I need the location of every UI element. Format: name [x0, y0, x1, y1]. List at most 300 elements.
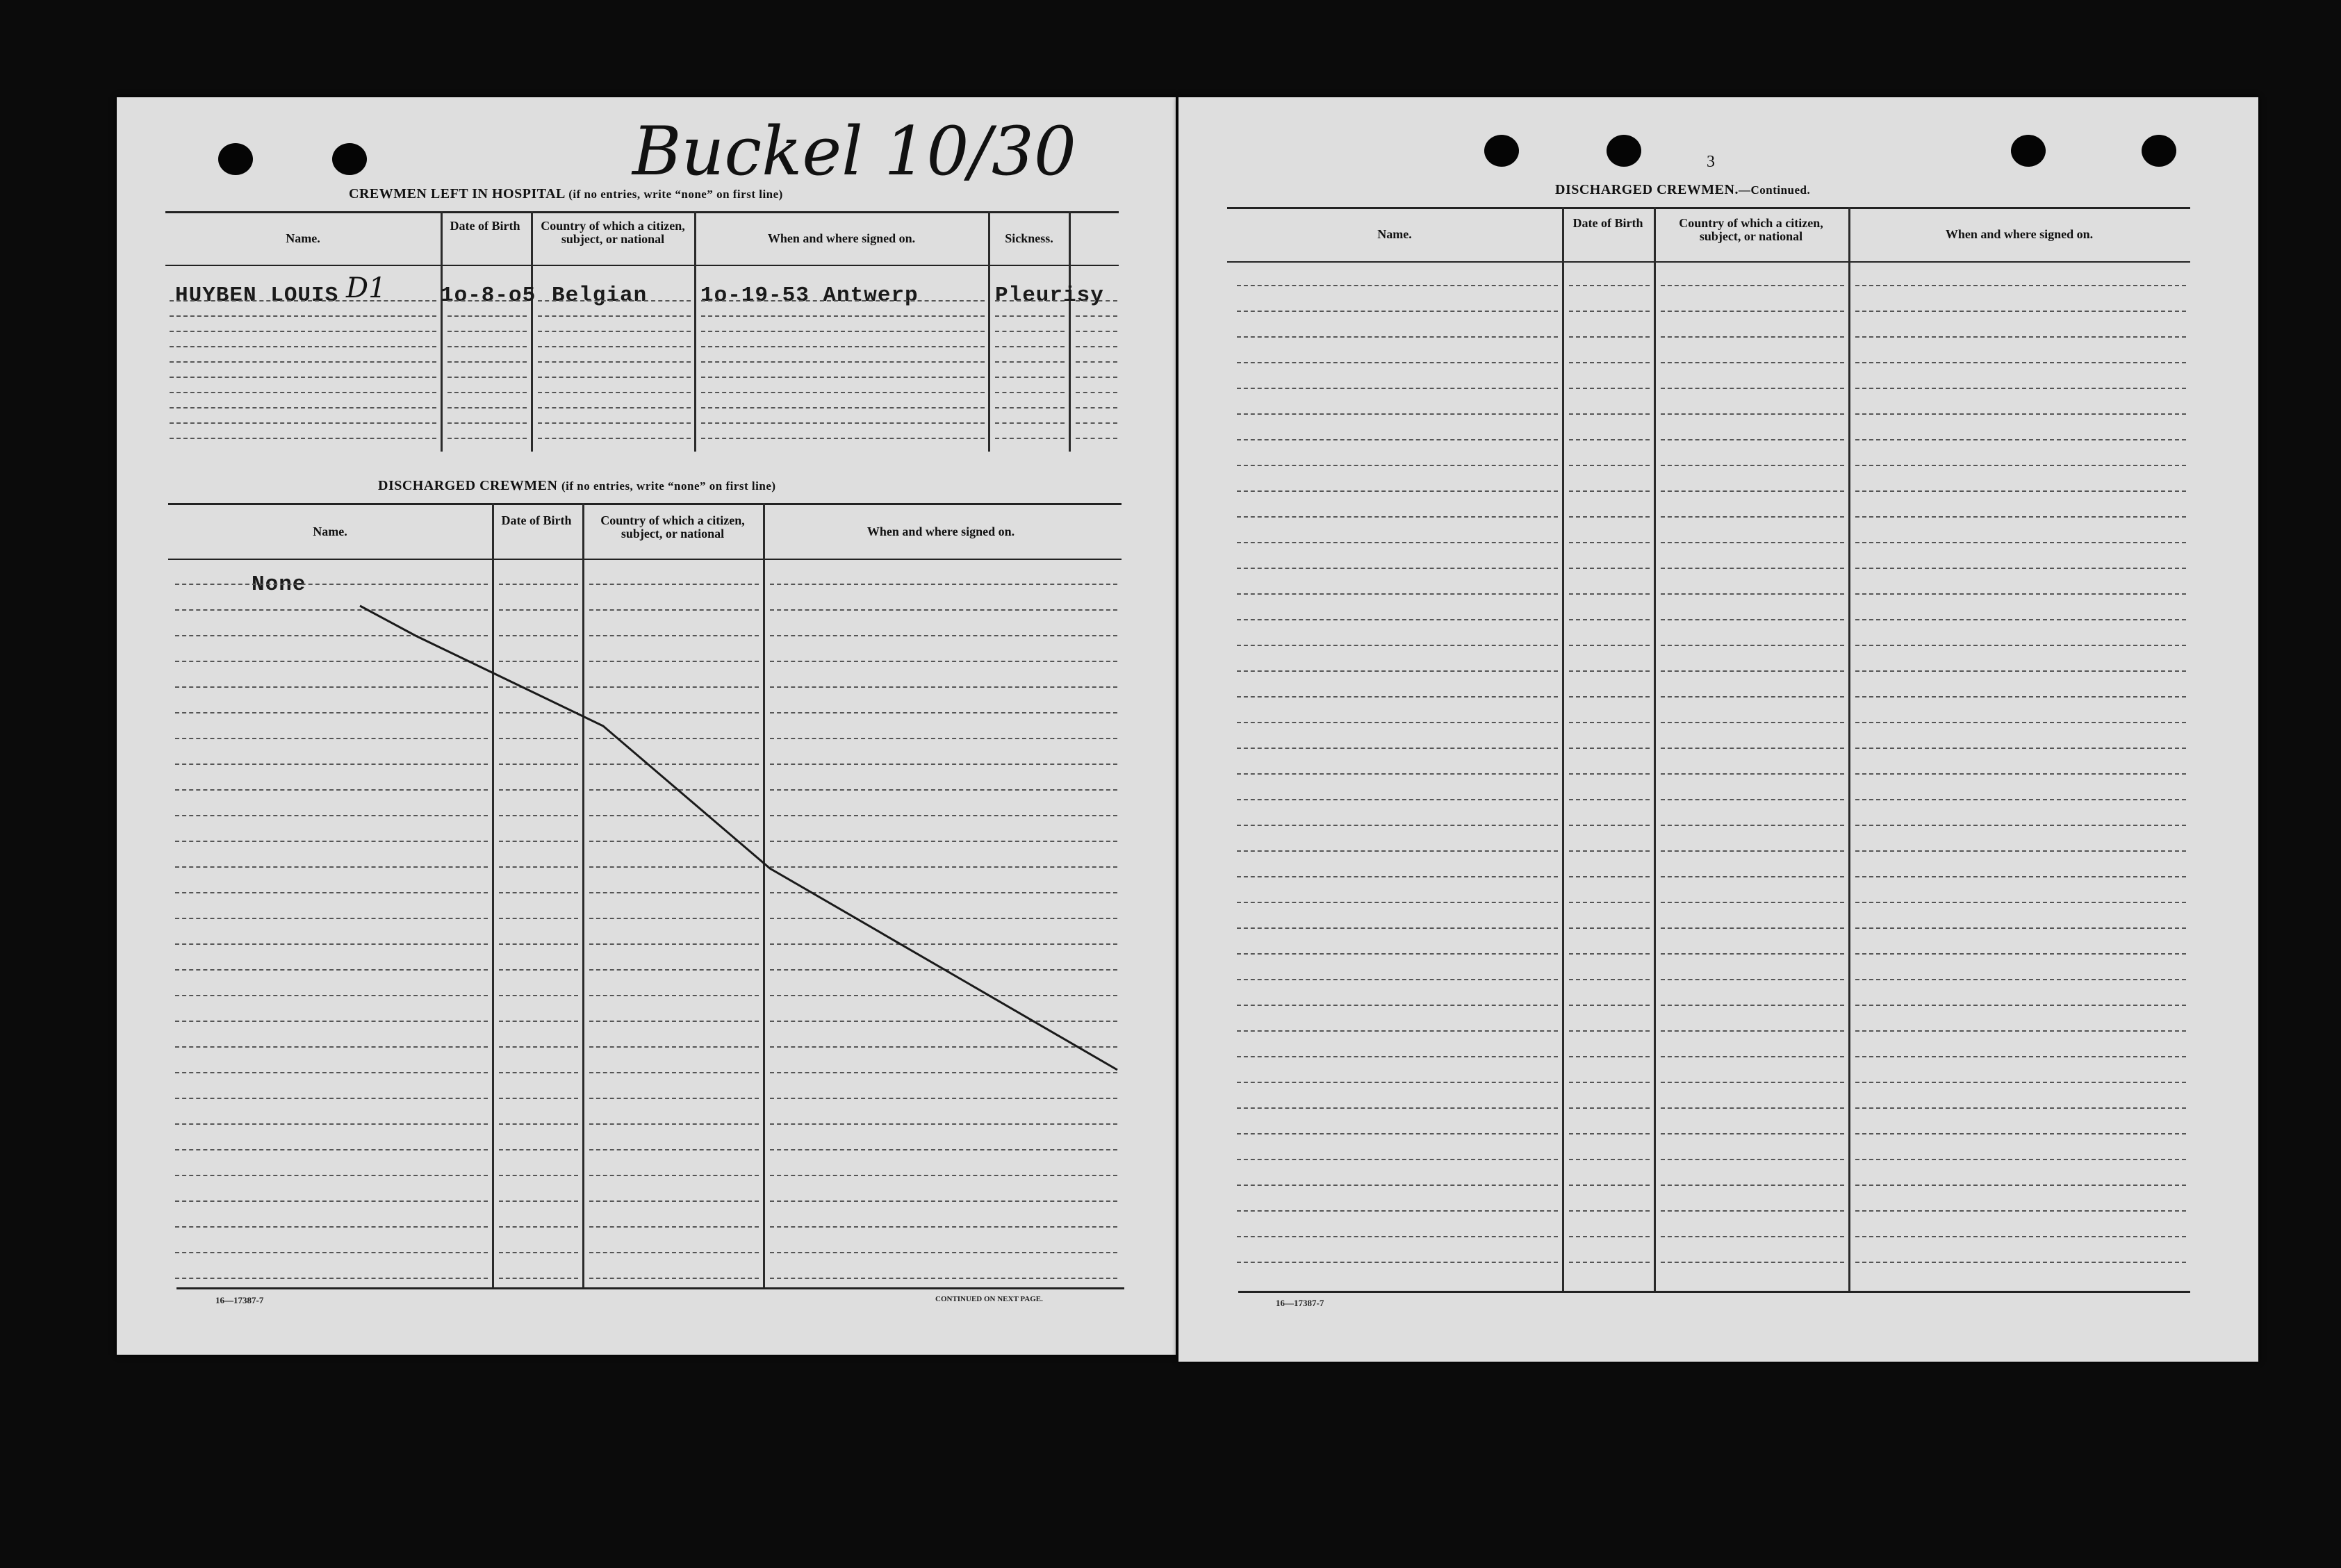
entry-line [538, 361, 691, 363]
entry-line [1076, 361, 1117, 363]
column-divider [531, 211, 533, 452]
entry-line [1569, 953, 1650, 955]
entry-line [447, 377, 527, 378]
entry-line [499, 686, 578, 688]
entry-line [1076, 315, 1117, 317]
entry-line [499, 738, 578, 739]
entry-line [447, 315, 527, 317]
entry-line [1661, 413, 1844, 415]
entry-line [1237, 670, 1558, 672]
entry-line [1237, 1133, 1558, 1134]
entry-line [499, 892, 578, 893]
entry-line [701, 346, 985, 347]
entry-line [1569, 1236, 1650, 1237]
entry-line [1661, 1056, 1844, 1057]
entry-line [175, 584, 488, 585]
entry-line [1661, 362, 1844, 363]
entry-line [1855, 1056, 2186, 1057]
entry-line [1237, 362, 1558, 363]
entry-line [1237, 1005, 1558, 1006]
entry-line [1855, 311, 2186, 312]
entry-line [1661, 979, 1844, 980]
column-divider [1562, 207, 1564, 1292]
entry-line [1237, 413, 1558, 415]
entry-line [447, 422, 527, 424]
entry-line [770, 995, 1117, 996]
entry-line [1237, 311, 1558, 312]
entry-line [499, 764, 578, 765]
entry-line [499, 841, 578, 842]
entry-line [1237, 876, 1558, 877]
entry-line [770, 1021, 1117, 1022]
entry-line [1855, 490, 2186, 492]
entry-line [175, 609, 488, 611]
entry-line [995, 361, 1065, 363]
table-header-rule [1227, 261, 2190, 263]
entry-line [770, 815, 1117, 816]
entry-line [1855, 927, 2186, 929]
entry-line [447, 346, 527, 347]
entry-line [1237, 388, 1558, 389]
column-header-sickness: Sickness. [1005, 231, 1053, 245]
entry-line [1076, 438, 1117, 439]
entry-line [170, 407, 436, 408]
entry-line [499, 815, 578, 816]
entry-line [1855, 593, 2186, 595]
continued-heading-title: DISCHARGED CREWMEN. [1555, 182, 1739, 197]
entry-line [589, 764, 759, 765]
entry-line [770, 1123, 1117, 1125]
entry-line [589, 738, 759, 739]
entry-line [1855, 876, 2186, 877]
entry-line [1661, 388, 1844, 389]
entry-line [589, 1046, 759, 1048]
entry-line [499, 609, 578, 611]
entry-line [538, 407, 691, 408]
entry-line [770, 1046, 1117, 1048]
entry-line [589, 1098, 759, 1099]
table-top-rule [165, 211, 1119, 213]
entry-line [589, 1278, 759, 1279]
entry-line [995, 346, 1065, 347]
entry-line [1661, 773, 1844, 775]
entry-line [589, 1226, 759, 1228]
entry-line [499, 1123, 578, 1125]
entry-line [589, 789, 759, 791]
entry-line [1855, 413, 2186, 415]
entry-line [701, 392, 985, 393]
handwritten-annotation: Buckel 10/30 [632, 113, 1076, 190]
entry-line [701, 438, 985, 439]
entry-line [770, 1226, 1117, 1228]
column-header-dob: Date of Birth [450, 219, 520, 233]
entry-line [1237, 1185, 1558, 1186]
entry-line [1237, 773, 1558, 775]
entry-line [175, 764, 488, 765]
entry-line [1855, 1262, 2186, 1263]
entry-line [175, 738, 488, 739]
column-header-signed: When and where signed on. [866, 525, 1015, 538]
entry-line [589, 584, 759, 585]
entry-line [1569, 285, 1650, 286]
entry-line [589, 815, 759, 816]
entry-line [1855, 1210, 2186, 1212]
entry-line [1661, 439, 1844, 440]
entry-line [1661, 568, 1844, 569]
entry-line [170, 346, 436, 347]
entry-line [1855, 568, 2186, 569]
entry-line [589, 1072, 759, 1073]
entry-line [175, 635, 488, 636]
entry-line [170, 392, 436, 393]
entry-line [1855, 1082, 2186, 1083]
hospital-section-heading [349, 186, 783, 202]
entry-line [770, 661, 1117, 662]
column-header-dob: Date of Birth [501, 513, 572, 527]
hospital-heading-note: (if no entries, write “none” on first line) [568, 188, 783, 201]
entry-line [499, 866, 578, 868]
column-divider [763, 503, 765, 1288]
entry-line [538, 346, 691, 347]
entry-line [1661, 799, 1844, 800]
table-top-rule [168, 503, 1122, 505]
entry-line [1237, 619, 1558, 620]
entry-line [1237, 1159, 1558, 1160]
entry-line [499, 1072, 578, 1073]
entry-line [1237, 748, 1558, 749]
entry-line [175, 892, 488, 893]
form-number: 16—17387-7 [215, 1295, 264, 1305]
entry-line [447, 392, 527, 393]
entry-line [589, 661, 759, 662]
entry-line [1237, 1056, 1558, 1057]
entry-line [1569, 490, 1650, 492]
entry-line [499, 1226, 578, 1228]
entry-line [1661, 1133, 1844, 1134]
entry-line [1569, 1133, 1650, 1134]
entry-line [770, 866, 1117, 868]
entry-line [1855, 542, 2186, 543]
entry-line [1569, 1056, 1650, 1057]
entry-line [1661, 516, 1844, 518]
entry-line [770, 712, 1117, 713]
entry-line [175, 1046, 488, 1048]
entry-line [770, 609, 1117, 611]
entry-line [175, 1072, 488, 1073]
column-divider [694, 211, 696, 452]
entry-line [995, 422, 1065, 424]
entry-line [1661, 311, 1844, 312]
column-header-name: Name. [286, 231, 320, 245]
entry-line [1237, 722, 1558, 723]
entry-line [1661, 876, 1844, 877]
entry-line [701, 300, 985, 302]
entry-line [1661, 336, 1844, 338]
entry-line [1569, 799, 1650, 800]
entry-line [1569, 1262, 1650, 1263]
entry-line [1569, 362, 1650, 363]
entry-line [175, 918, 488, 919]
entry-line [170, 331, 436, 332]
entry-line [1855, 1159, 2186, 1160]
entry-line [170, 300, 436, 302]
entry-line [1855, 1107, 2186, 1109]
entry-sickness: Pleurisy [995, 283, 1104, 308]
entry-line [1569, 619, 1650, 620]
punch-hole [1484, 135, 1519, 167]
left-form-page [117, 97, 1176, 1355]
entry-line [499, 789, 578, 791]
entry-line [1661, 1210, 1844, 1212]
entry-line [499, 1149, 578, 1150]
table-header-rule [165, 265, 1119, 266]
entry-line [1661, 902, 1844, 903]
entry-line [1569, 927, 1650, 929]
entry-line [499, 1175, 578, 1176]
entry-dob: 1o-8-o5 [441, 283, 536, 308]
entry-line [995, 407, 1065, 408]
entry-line [175, 661, 488, 662]
entry-line [1569, 1030, 1650, 1032]
entry-line [589, 1149, 759, 1150]
entry-line [1237, 1236, 1558, 1237]
entry-line [589, 918, 759, 919]
entry-line [1661, 953, 1844, 955]
column-header-dob: Date of Birth [1572, 216, 1643, 230]
entry-line [1569, 1005, 1650, 1006]
entry-line [701, 422, 985, 424]
entry-line [1569, 979, 1650, 980]
entry-line [589, 969, 759, 971]
entry-line [499, 1046, 578, 1048]
entry-line [1661, 1159, 1844, 1160]
entry-line [770, 892, 1117, 893]
entry-line [175, 815, 488, 816]
entry-line [770, 1175, 1117, 1176]
entry-line [499, 969, 578, 971]
entry-line [1661, 748, 1844, 749]
entry-line [1661, 1082, 1844, 1083]
entry-line [701, 315, 985, 317]
entry-line [1569, 850, 1650, 852]
discharged-heading-note: (if no entries, write “none” on first line) [561, 479, 776, 493]
entry-line [1569, 311, 1650, 312]
entry-line [589, 943, 759, 945]
entry-line [1569, 1082, 1650, 1083]
entry-line [1855, 722, 2186, 723]
entry-line [701, 331, 985, 332]
entry-line [1237, 953, 1558, 955]
entry-line [1855, 516, 2186, 518]
entry-line [1661, 542, 1844, 543]
entry-line [701, 361, 985, 363]
entry-line [1855, 696, 2186, 698]
punch-hole [2142, 135, 2176, 167]
entry-line [1237, 825, 1558, 826]
entry-line [538, 300, 691, 302]
entry-line [1569, 336, 1650, 338]
entry-line [589, 866, 759, 868]
entry-line [1237, 490, 1558, 492]
entry-line [175, 866, 488, 868]
entry-line [1237, 439, 1558, 440]
entry-line [175, 943, 488, 945]
column-divider [492, 503, 494, 1288]
entry-line [1855, 336, 2186, 338]
entry-line [175, 1149, 488, 1150]
entry-line [538, 377, 691, 378]
entry-line [1855, 825, 2186, 826]
entry-line [770, 789, 1117, 791]
entry-line [538, 315, 691, 317]
entry-line [499, 995, 578, 996]
entry-line [447, 300, 527, 302]
entry-line [175, 969, 488, 971]
column-divider [988, 211, 990, 452]
entry-line [1855, 953, 2186, 955]
entry-line [1237, 1030, 1558, 1032]
page-number: 3 [1707, 153, 1715, 171]
entry-line [995, 315, 1065, 317]
entry-line [1661, 722, 1844, 723]
entry-line [770, 584, 1117, 585]
column-divider [1654, 207, 1656, 1292]
entry-line [1661, 619, 1844, 620]
entry-line [1855, 439, 2186, 440]
entry-line [1569, 876, 1650, 877]
entry-line [589, 686, 759, 688]
entry-line [538, 438, 691, 439]
entry-line [589, 841, 759, 842]
table-bottom-rule [176, 1287, 1124, 1289]
entry-line [701, 377, 985, 378]
entry-line [1661, 1262, 1844, 1263]
table-bottom-rule [1238, 1291, 2190, 1293]
entry-line [770, 738, 1117, 739]
entry-line [1237, 927, 1558, 929]
column-divider [582, 503, 584, 1288]
entry-line [1661, 825, 1844, 826]
entry-line [770, 1072, 1117, 1073]
entry-line [1661, 1236, 1844, 1237]
entry-line [589, 1200, 759, 1202]
entry-line [538, 392, 691, 393]
entry-line [1076, 346, 1117, 347]
entry-line [175, 1226, 488, 1228]
entry-line [175, 686, 488, 688]
entry-line [1569, 645, 1650, 646]
entry-line [1076, 407, 1117, 408]
entry-line [589, 1123, 759, 1125]
entry-line [589, 635, 759, 636]
entry-line [1855, 1133, 2186, 1134]
entry-line [1569, 1107, 1650, 1109]
entry-line [1855, 285, 2186, 286]
column-header-signed: When and where signed on. [767, 231, 916, 245]
entry-line [499, 943, 578, 945]
entry-line [175, 1278, 488, 1279]
punch-hole [2011, 135, 2046, 167]
entry-line [1569, 388, 1650, 389]
entry-line [770, 841, 1117, 842]
entry-line [1569, 773, 1650, 775]
continued-note: CONTINUED ON NEXT PAGE. [935, 1295, 1043, 1303]
entry-line [770, 1149, 1117, 1150]
entry-line [1661, 670, 1844, 672]
entry-line [770, 635, 1117, 636]
entry-line [1661, 1107, 1844, 1109]
entry-line [499, 1098, 578, 1099]
right-form-page [1178, 97, 2258, 1362]
entry-line [1076, 377, 1117, 378]
entry-line [1237, 1210, 1558, 1212]
entry-line [995, 377, 1065, 378]
entry-line [1569, 568, 1650, 569]
entry-line [770, 918, 1117, 919]
entry-line [1661, 645, 1844, 646]
column-header-name: Name. [1377, 227, 1412, 241]
entry-line [499, 1021, 578, 1022]
entry-line [1076, 331, 1117, 332]
column-divider [1069, 211, 1071, 452]
entry-line [1237, 465, 1558, 466]
entry-line [175, 712, 488, 713]
entry-line [770, 1278, 1117, 1279]
entry-line [770, 1200, 1117, 1202]
entry-line [1569, 516, 1650, 518]
entry-line [770, 1098, 1117, 1099]
entry-line [170, 377, 436, 378]
entry-line [1569, 902, 1650, 903]
table-top-rule [1227, 207, 2190, 209]
punch-hole [1607, 135, 1641, 167]
entry-line [1237, 542, 1558, 543]
entry-line [1237, 850, 1558, 852]
entry-line [1237, 1082, 1558, 1083]
entry-line [175, 789, 488, 791]
entry-line [1237, 593, 1558, 595]
entry-line [1661, 1005, 1844, 1006]
entry-line [1855, 1030, 2186, 1032]
column-divider [441, 211, 443, 452]
entry-line [1661, 465, 1844, 466]
entry-line [589, 892, 759, 893]
entry-name: HUYBEN LOUIS [175, 283, 339, 308]
entry-line [1569, 465, 1650, 466]
entry-line [1855, 748, 2186, 749]
entry-line [1237, 285, 1558, 286]
entry-line [1855, 1185, 2186, 1186]
entry-line [1237, 1107, 1558, 1109]
entry-line [1855, 850, 2186, 852]
entry-line [1855, 979, 2186, 980]
entry-line [589, 712, 759, 713]
entry-line [1569, 1185, 1650, 1186]
entry-line [175, 1175, 488, 1176]
entry-line [1237, 516, 1558, 518]
column-header-signed: When and where signed on. [1945, 227, 2094, 241]
entry-line [1237, 799, 1558, 800]
entry-line [701, 407, 985, 408]
entry-line [589, 1252, 759, 1253]
name-handwritten-mark: D1 [346, 272, 386, 304]
entry-line [1855, 799, 2186, 800]
entry-country: Belgian [552, 283, 648, 308]
entry-line [499, 918, 578, 919]
table-header-rule [168, 559, 1122, 560]
entry-line [1661, 1030, 1844, 1032]
entry-line [447, 331, 527, 332]
